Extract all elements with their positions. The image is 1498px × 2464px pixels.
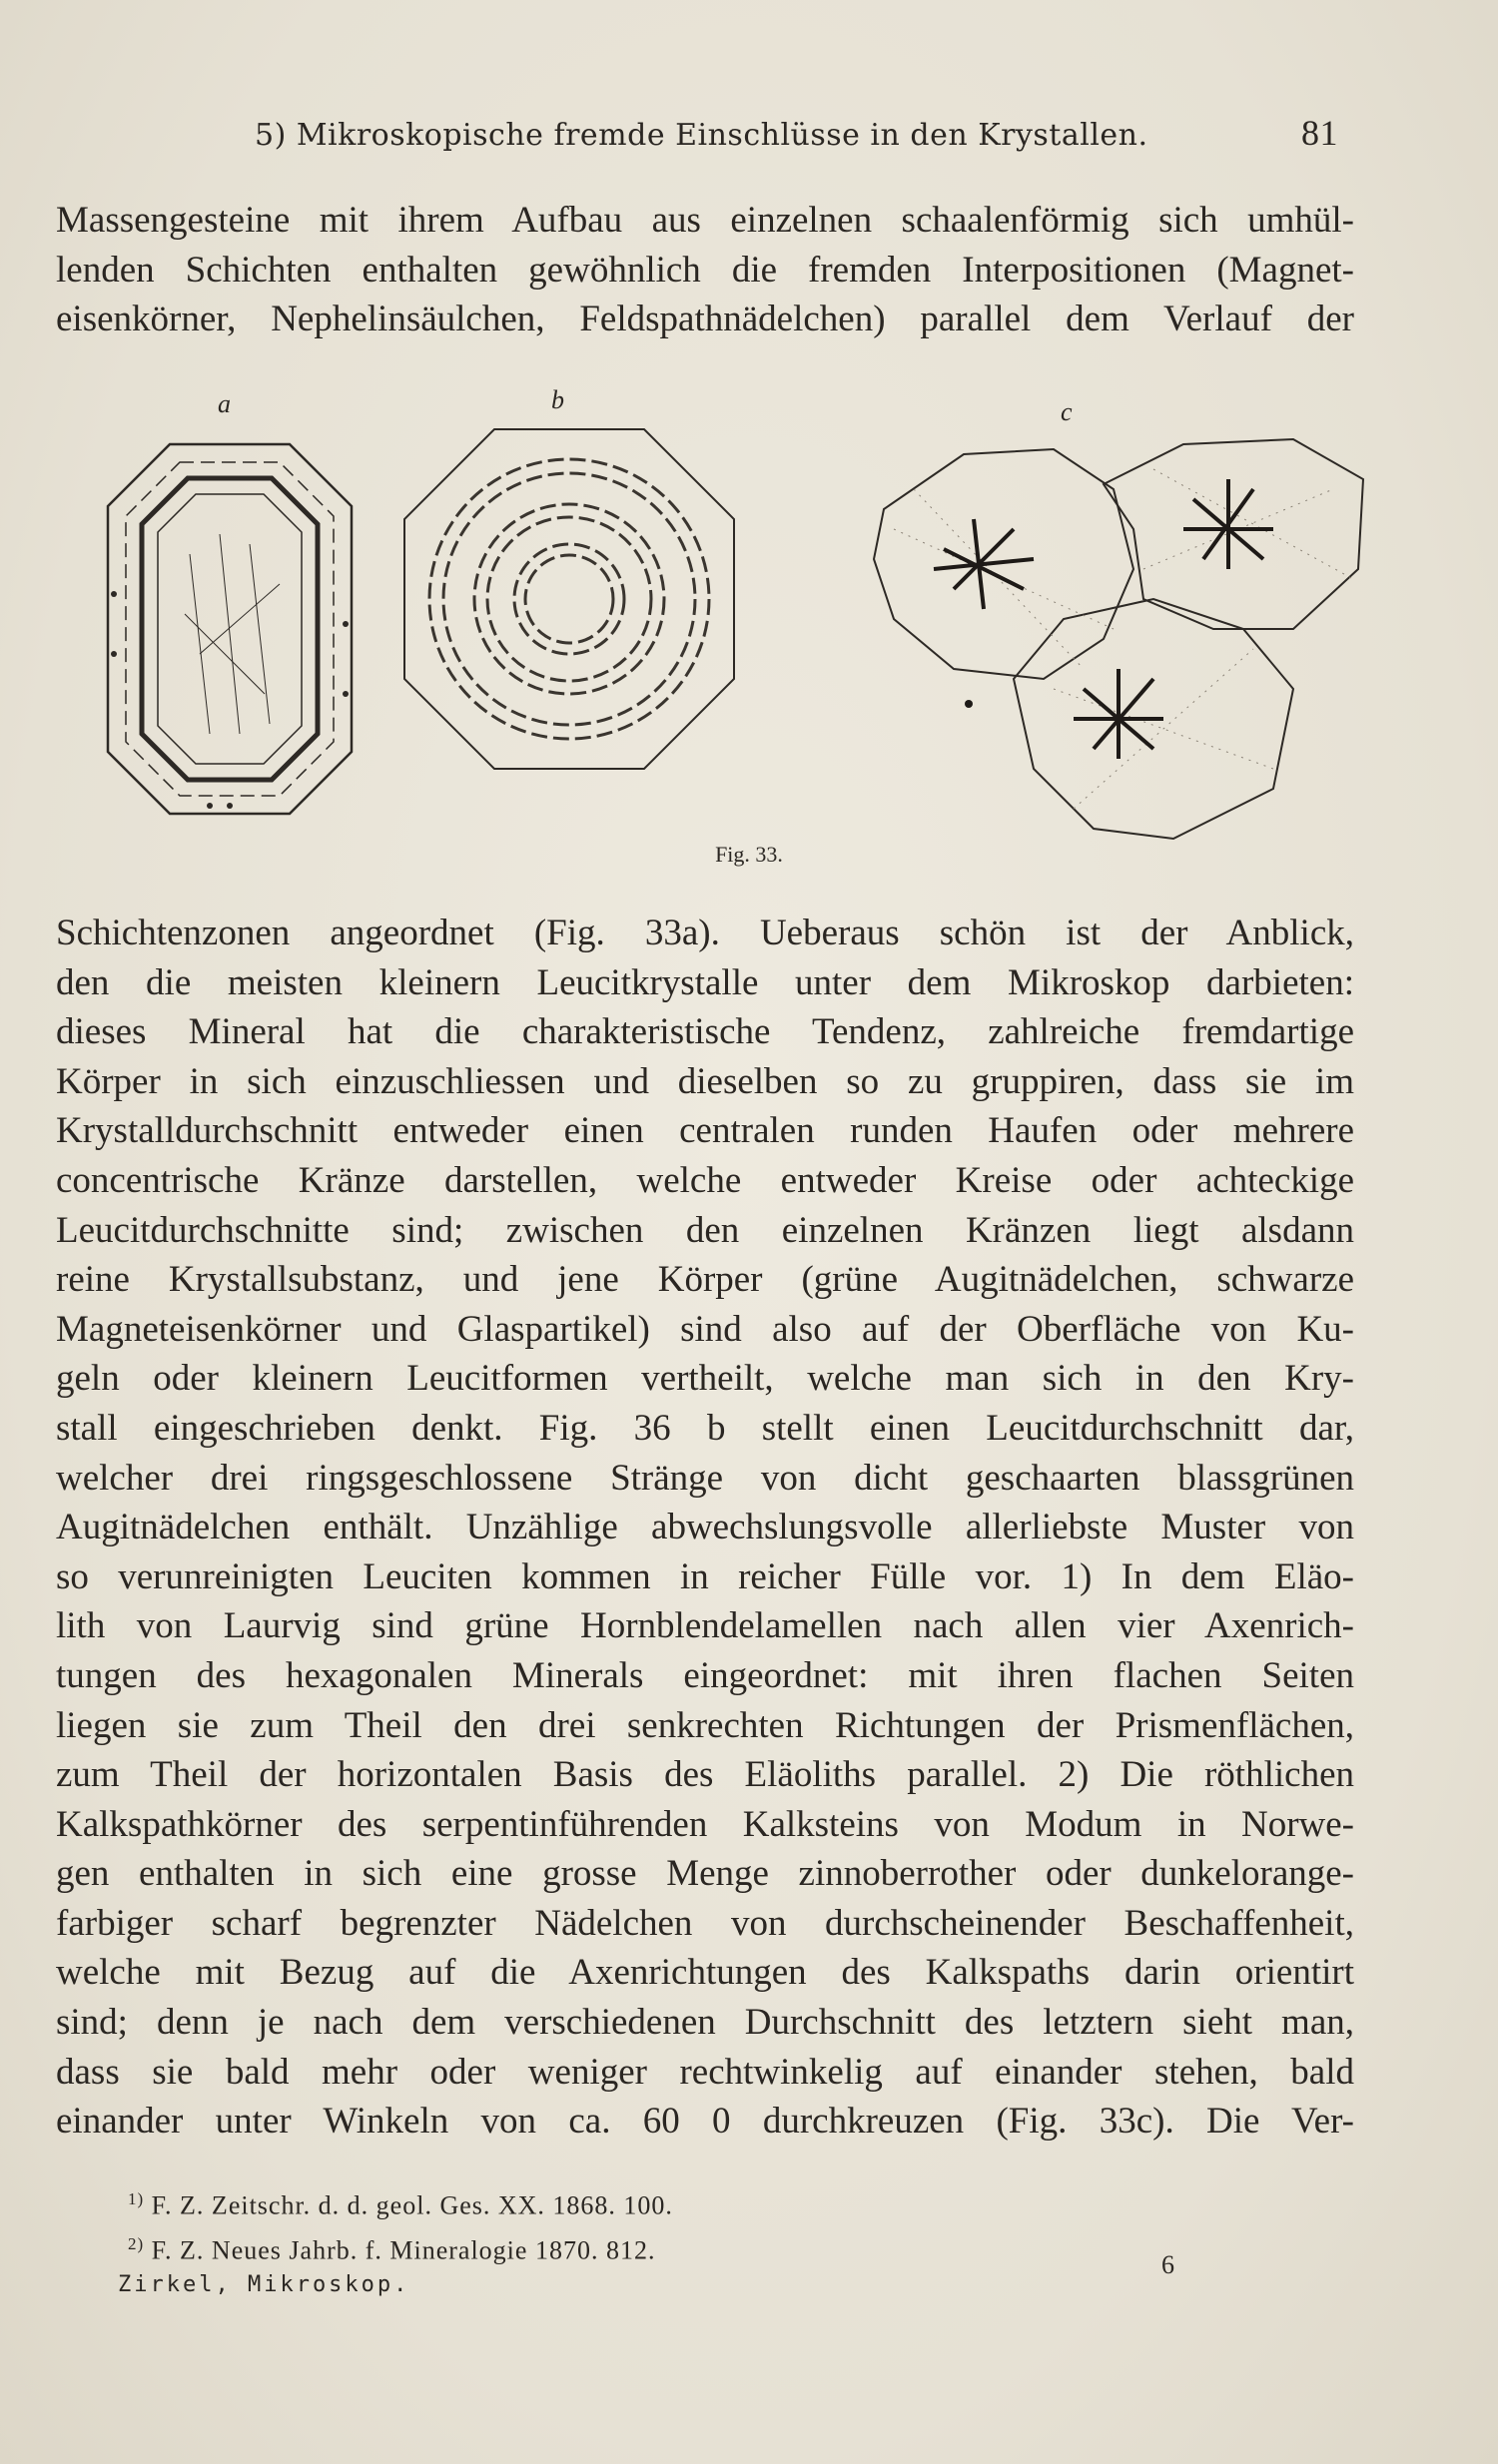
footnote-1 xyxy=(128,2180,1126,2225)
text-line: Schichtenzonen angeordnet (Fig. 33a). Ueberaus schön ist der Anblick, xyxy=(56,913,1354,953)
text-line: einander unter Winkeln von ca. 60 0 durchkreuzen (Fig. 33c). Die Ver- xyxy=(56,2101,1354,2143)
text-line: Massengesteine mit ihrem Aufbau aus einzelnen schaalenförmig sich umhül- xyxy=(56,200,1354,241)
text-line: farbiger scharf begrenzter Nädelchen von durchscheinender Beschaffenheit, xyxy=(56,1902,1354,1944)
text-line: reine Krystallsubstanz, und jene Körper (grüne Augitnädelchen, schwarze xyxy=(56,1259,1354,1301)
figure-label-b: b xyxy=(551,385,564,414)
paragraph-2 xyxy=(56,909,1354,2147)
text-line: Magneteisenkörner und Glaspartikel) sind also auf der Oberfläche von Ku- xyxy=(56,1308,1354,1350)
text-line: stall eingeschrieben denkt. Fig. 36 b stellt einen Leucitdurchschnitt dar, xyxy=(56,1407,1354,1449)
footnote-mark: 1) xyxy=(128,2189,145,2208)
text-line: welcher drei ringsgeschlossene Stränge von dicht geschaarten blassgrünen xyxy=(56,1457,1354,1499)
signature-line: Zirkel, Mikroskop. xyxy=(118,2272,410,2297)
figure-label-a: a xyxy=(218,389,231,418)
text-line: welche mit Bezug auf die Axenrichtungen des Kalkspaths darin orientirt xyxy=(56,1952,1354,1994)
drawing-a-octagon-zones xyxy=(90,434,370,824)
footnote-mark: 2) xyxy=(128,2233,145,2253)
paragraph-1 xyxy=(56,196,1354,344)
footnote-2 xyxy=(128,2225,1126,2270)
figure-label-c: c xyxy=(1061,397,1073,426)
text-line: Kalkspathkörner des serpentinführenden Kalksteins von Modum in Norwe- xyxy=(56,1803,1354,1845)
page-number: 81 xyxy=(1301,113,1338,153)
text-line: dass sie bald mehr oder weniger rechtwinkelig auf einander stehen, bald xyxy=(56,2051,1354,2093)
sheet-number: 6 xyxy=(1161,2250,1174,2279)
figure-33 xyxy=(90,385,1368,859)
text-line: tungen des hexagonalen Minerals eingeordnet: mit ihren flachen Seiten xyxy=(56,1654,1354,1696)
text-line: eisenkörner, Nephelinsäulchen, Feldspathnädelchen) parallel dem Verlauf der xyxy=(56,299,1354,340)
running-header xyxy=(255,113,1338,158)
text-line: concentrische Kränze darstellen, welche entweder Kreise oder achteckige xyxy=(56,1159,1354,1201)
footnote-text: F. Z. Zeitschr. d. d. geol. Ges. XX. 1868. 100. xyxy=(151,2190,673,2220)
text-line: so verunreinigten Leuciten kommen in reicher Fülle vor. 1) In dem Eläo- xyxy=(56,1555,1354,1597)
text-line: liegen sie zum Theil den drei senkrechten Richtungen der Prismenflächen, xyxy=(56,1704,1354,1746)
text-line: geln oder kleinern Leucitformen vertheilt, welche man sich in den Kry- xyxy=(56,1358,1354,1400)
running-title: 5) Mikroskopische fremde Einschlüsse in den Krystallen. xyxy=(255,118,1148,153)
text-line: Leucitdurchschnitte sind; zwischen den einzelnen Kränzen liegt alsdann xyxy=(56,1209,1354,1251)
drawing-b-leucite-rings xyxy=(394,409,744,789)
drawing-c-calcite-grains xyxy=(854,429,1413,849)
text-line: lith von Laurvig sind grüne Hornblendelamellen nach allen vier Axenrich- xyxy=(56,1605,1354,1647)
text-line: zum Theil der horizontalen Basis des Eläoliths parallel. 2) Die röthlichen xyxy=(56,1754,1354,1796)
text-line: Augitnädelchen enthält. Unzählige abwechslungsvolle allerliebste Muster von xyxy=(56,1507,1354,1548)
text-line: gen enthalten in sich eine grosse Menge zinnoberrother oder dunkelorange- xyxy=(56,1853,1354,1895)
text-line: Krystalldurchschnitt entweder einen centralen runden Haufen oder mehrere xyxy=(56,1110,1354,1152)
text-line: dieses Mineral hat die charakteristische Tendenz, zahlreiche fremdartige xyxy=(56,1011,1354,1053)
figure-caption: Fig. 33. xyxy=(715,842,783,867)
footnote-text: F. Z. Neues Jahrb. f. Mineralogie 1870. 812. xyxy=(151,2235,656,2265)
text-line: sind; denn je nach dem verschiedenen Durchschnitt des letztern sieht man, xyxy=(56,2002,1354,2044)
text-line: lenden Schichten enthalten gewöhnlich die fremden Interpositionen (Magnet- xyxy=(56,249,1354,291)
text-line: Körper in sich einzuschliessen und dieselben so zu gruppiren, dass sie im xyxy=(56,1060,1354,1102)
footnotes xyxy=(128,2180,1126,2269)
text-line: den die meisten kleinern Leucitkrystalle unter dem Mikroskop darbieten: xyxy=(56,961,1354,1003)
